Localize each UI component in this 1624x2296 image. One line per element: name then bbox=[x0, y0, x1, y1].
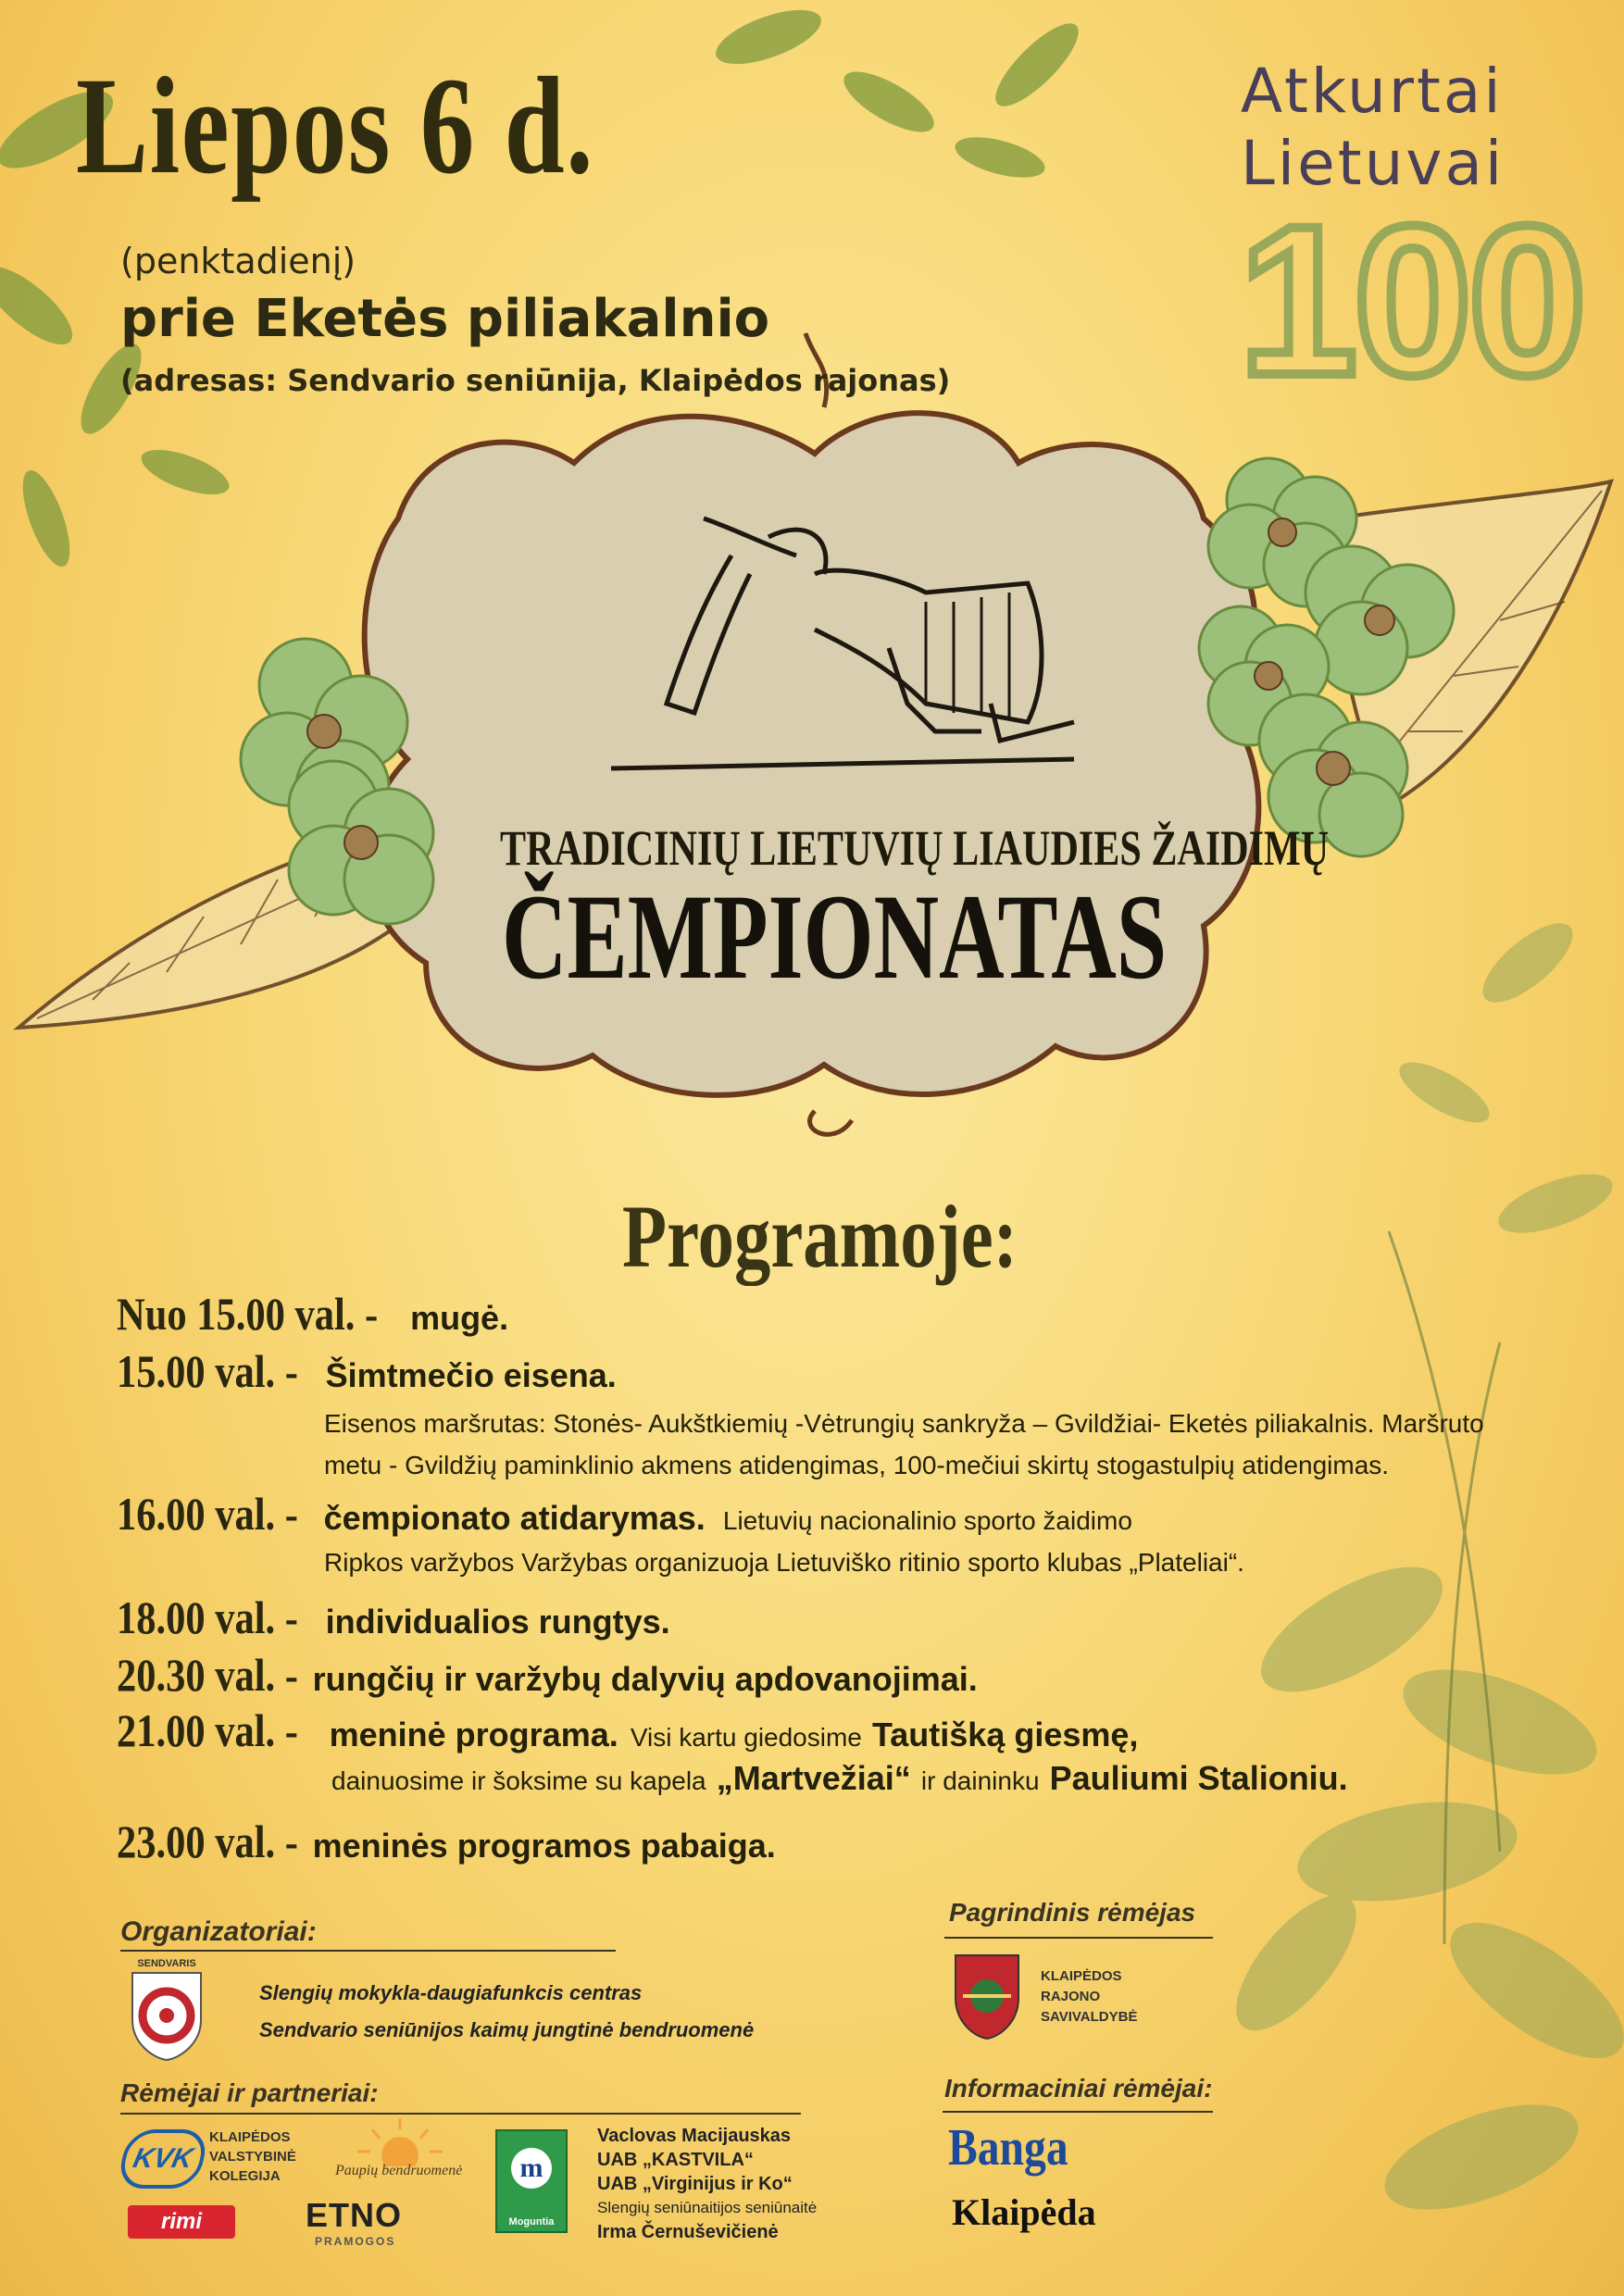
kvk-name bbox=[209, 2128, 296, 2186]
seniunaitis-name: Irma Černuševičienė bbox=[597, 2222, 779, 2242]
program-note: Eisenos maršrutas: Stonės- Aukštkiemių -Vėtrungių sankryža – Gvildžiai- Eketės piliakalnis. Maršruto bbox=[324, 1409, 1484, 1438]
partner-people bbox=[597, 2124, 817, 2244]
rimi-logo: rimi bbox=[128, 2205, 235, 2239]
organizers-heading: Organizatoriai: bbox=[120, 1916, 317, 1947]
program-extra: Lietuvių nacionalinio sporto žaidimo bbox=[722, 1506, 1132, 1535]
program-item bbox=[117, 1648, 978, 1702]
moguntia-m-icon: m bbox=[511, 2148, 552, 2189]
program-text: čempionato atidarymas. bbox=[323, 1499, 706, 1537]
program-item bbox=[117, 1591, 670, 1644]
program-item bbox=[117, 1487, 1132, 1541]
program-item bbox=[117, 1703, 1138, 1757]
moguntia-label: Moguntia bbox=[508, 2216, 555, 2227]
event-weekday: (penktadienį) bbox=[120, 241, 356, 281]
program-item bbox=[117, 1344, 617, 1398]
organizers-rule bbox=[120, 1950, 616, 1952]
partner-person: UAB „Virginijus ir Ko“ bbox=[597, 2174, 793, 2194]
klaipeda-logo: Klaipėda bbox=[952, 2191, 1096, 2233]
seniunaitis-role: Slengių seniūnaitijos seniūnaitė bbox=[597, 2199, 818, 2216]
program-time: 20.30 val. - bbox=[117, 1649, 298, 1701]
partners-heading: Rėmėjai ir partneriai: bbox=[120, 2078, 379, 2107]
anniversary-logo-line1: Atkurtai bbox=[1241, 56, 1504, 127]
event-date: Liepos 6 d. bbox=[76, 49, 595, 203]
program-time: 21.00 val. - bbox=[117, 1704, 298, 1756]
event-address: (adresas: Sendvario seniūnija, Klaipėdos rajonas) bbox=[120, 363, 951, 398]
partner-person: UAB „KASTVILA“ bbox=[597, 2150, 754, 2170]
main-sponsor-line: SAVIVALDYBĖ bbox=[1041, 2009, 1138, 2025]
event-place: prie Eketės piliakalnio bbox=[120, 289, 770, 349]
program-text: mugė. bbox=[410, 1299, 509, 1337]
kvk-line: VALSTYBINĖ bbox=[209, 2149, 296, 2165]
paupiu-logo-text: Paupių bendruomenė bbox=[335, 2163, 463, 2178]
main-sponsor-rule bbox=[944, 1937, 1213, 1939]
sendvaris-logo-label: SENDVARIS bbox=[137, 1958, 196, 1969]
kvk-line: KOLEGIJA bbox=[209, 2168, 281, 2184]
program-note-part: „Martvežiai“ bbox=[716, 1759, 911, 1797]
program-time: 15.00 val. - bbox=[117, 1345, 298, 1397]
sendvaris-crest-icon bbox=[125, 1969, 208, 2062]
organizer-line: Slengių mokykla-daugiafunkcis centras bbox=[259, 1981, 643, 2004]
main-sponsor-name bbox=[1041, 1966, 1137, 2028]
program-text: meninė programa. bbox=[329, 1716, 618, 1753]
organizer-line: Sendvario seniūnijos kaimų jungtinė bendruomenė bbox=[259, 2018, 755, 2041]
kvk-logo: KVK bbox=[116, 2129, 210, 2189]
klaipeda-district-crest-icon bbox=[952, 1952, 1022, 2040]
kvk-line: KLAIPĖDOS bbox=[209, 2129, 291, 2145]
program-text: individualios rungtys. bbox=[325, 1603, 670, 1641]
banga-logo: Banga bbox=[948, 2119, 1068, 2177]
etno-logo-subtitle: PRAMOGOS bbox=[315, 2235, 396, 2248]
moguntia-logo bbox=[495, 2129, 568, 2233]
program-note: metu - Gvildžių paminklinio akmens atidengimas, 100-mečiui skirtų stogastulpių atidengimas. bbox=[324, 1451, 1390, 1479]
program-time: 16.00 val. - bbox=[117, 1488, 298, 1540]
program-time: 18.00 val. - bbox=[117, 1591, 298, 1643]
program-item bbox=[117, 1287, 508, 1341]
info-sponsors-rule bbox=[943, 2111, 1213, 2113]
partner-person: Vaclovas Macijauskas bbox=[597, 2126, 792, 2146]
program-note bbox=[331, 1759, 1348, 1798]
main-sponsor-heading: Pagrindinis rėmėjas bbox=[949, 1898, 1196, 1927]
program-extra: Visi kartu giedosime bbox=[630, 1723, 862, 1752]
anniversary-logo-line2: Lietuvai bbox=[1241, 128, 1505, 199]
program-time: Nuo 15.00 val. - bbox=[117, 1288, 379, 1340]
anniversary-logo-number: 100 bbox=[1239, 181, 1583, 419]
championship-title: ČEMPIONATAS bbox=[502, 868, 1168, 1004]
partners-rule bbox=[120, 2113, 801, 2115]
program-heading: Programoje: bbox=[622, 1187, 1018, 1286]
program-note-part: dainuosime ir šoksime su kapela bbox=[331, 1766, 706, 1795]
sun-icon bbox=[344, 2111, 456, 2166]
program-time: 23.00 val. - bbox=[117, 1816, 298, 1867]
program-note-part: Pauliumi Stalioniu. bbox=[1049, 1759, 1348, 1797]
program-text: meninės programos pabaiga. bbox=[312, 1827, 776, 1865]
main-sponsor-line: RAJONO bbox=[1041, 1989, 1101, 2004]
main-sponsor-line: KLAIPĖDOS bbox=[1041, 1968, 1122, 1984]
program-note: Ripkos varžybos Varžybas organizuoja Lietuviško ritinio sporto klubas „Plateliai“. bbox=[324, 1548, 1244, 1577]
info-sponsors-heading: Informaciniai rėmėjai: bbox=[944, 2074, 1213, 2103]
championship-subtitle: TRADICINIŲ LIETUVIŲ LIAUDIES ŽAIDIMŲ bbox=[500, 820, 1330, 876]
program-item bbox=[117, 1815, 776, 1868]
program-text: Šimtmečio eisena. bbox=[325, 1356, 617, 1394]
program-text: rungčių ir varžybų dalyvių apdovanojimai. bbox=[312, 1660, 978, 1698]
sendvaris-logo bbox=[125, 1958, 208, 2065]
program-note-part: ir daininku bbox=[920, 1766, 1040, 1795]
program-bold-extra: Tautišką giesmę, bbox=[871, 1716, 1139, 1753]
etno-logo: ETNO bbox=[306, 2196, 403, 2234]
